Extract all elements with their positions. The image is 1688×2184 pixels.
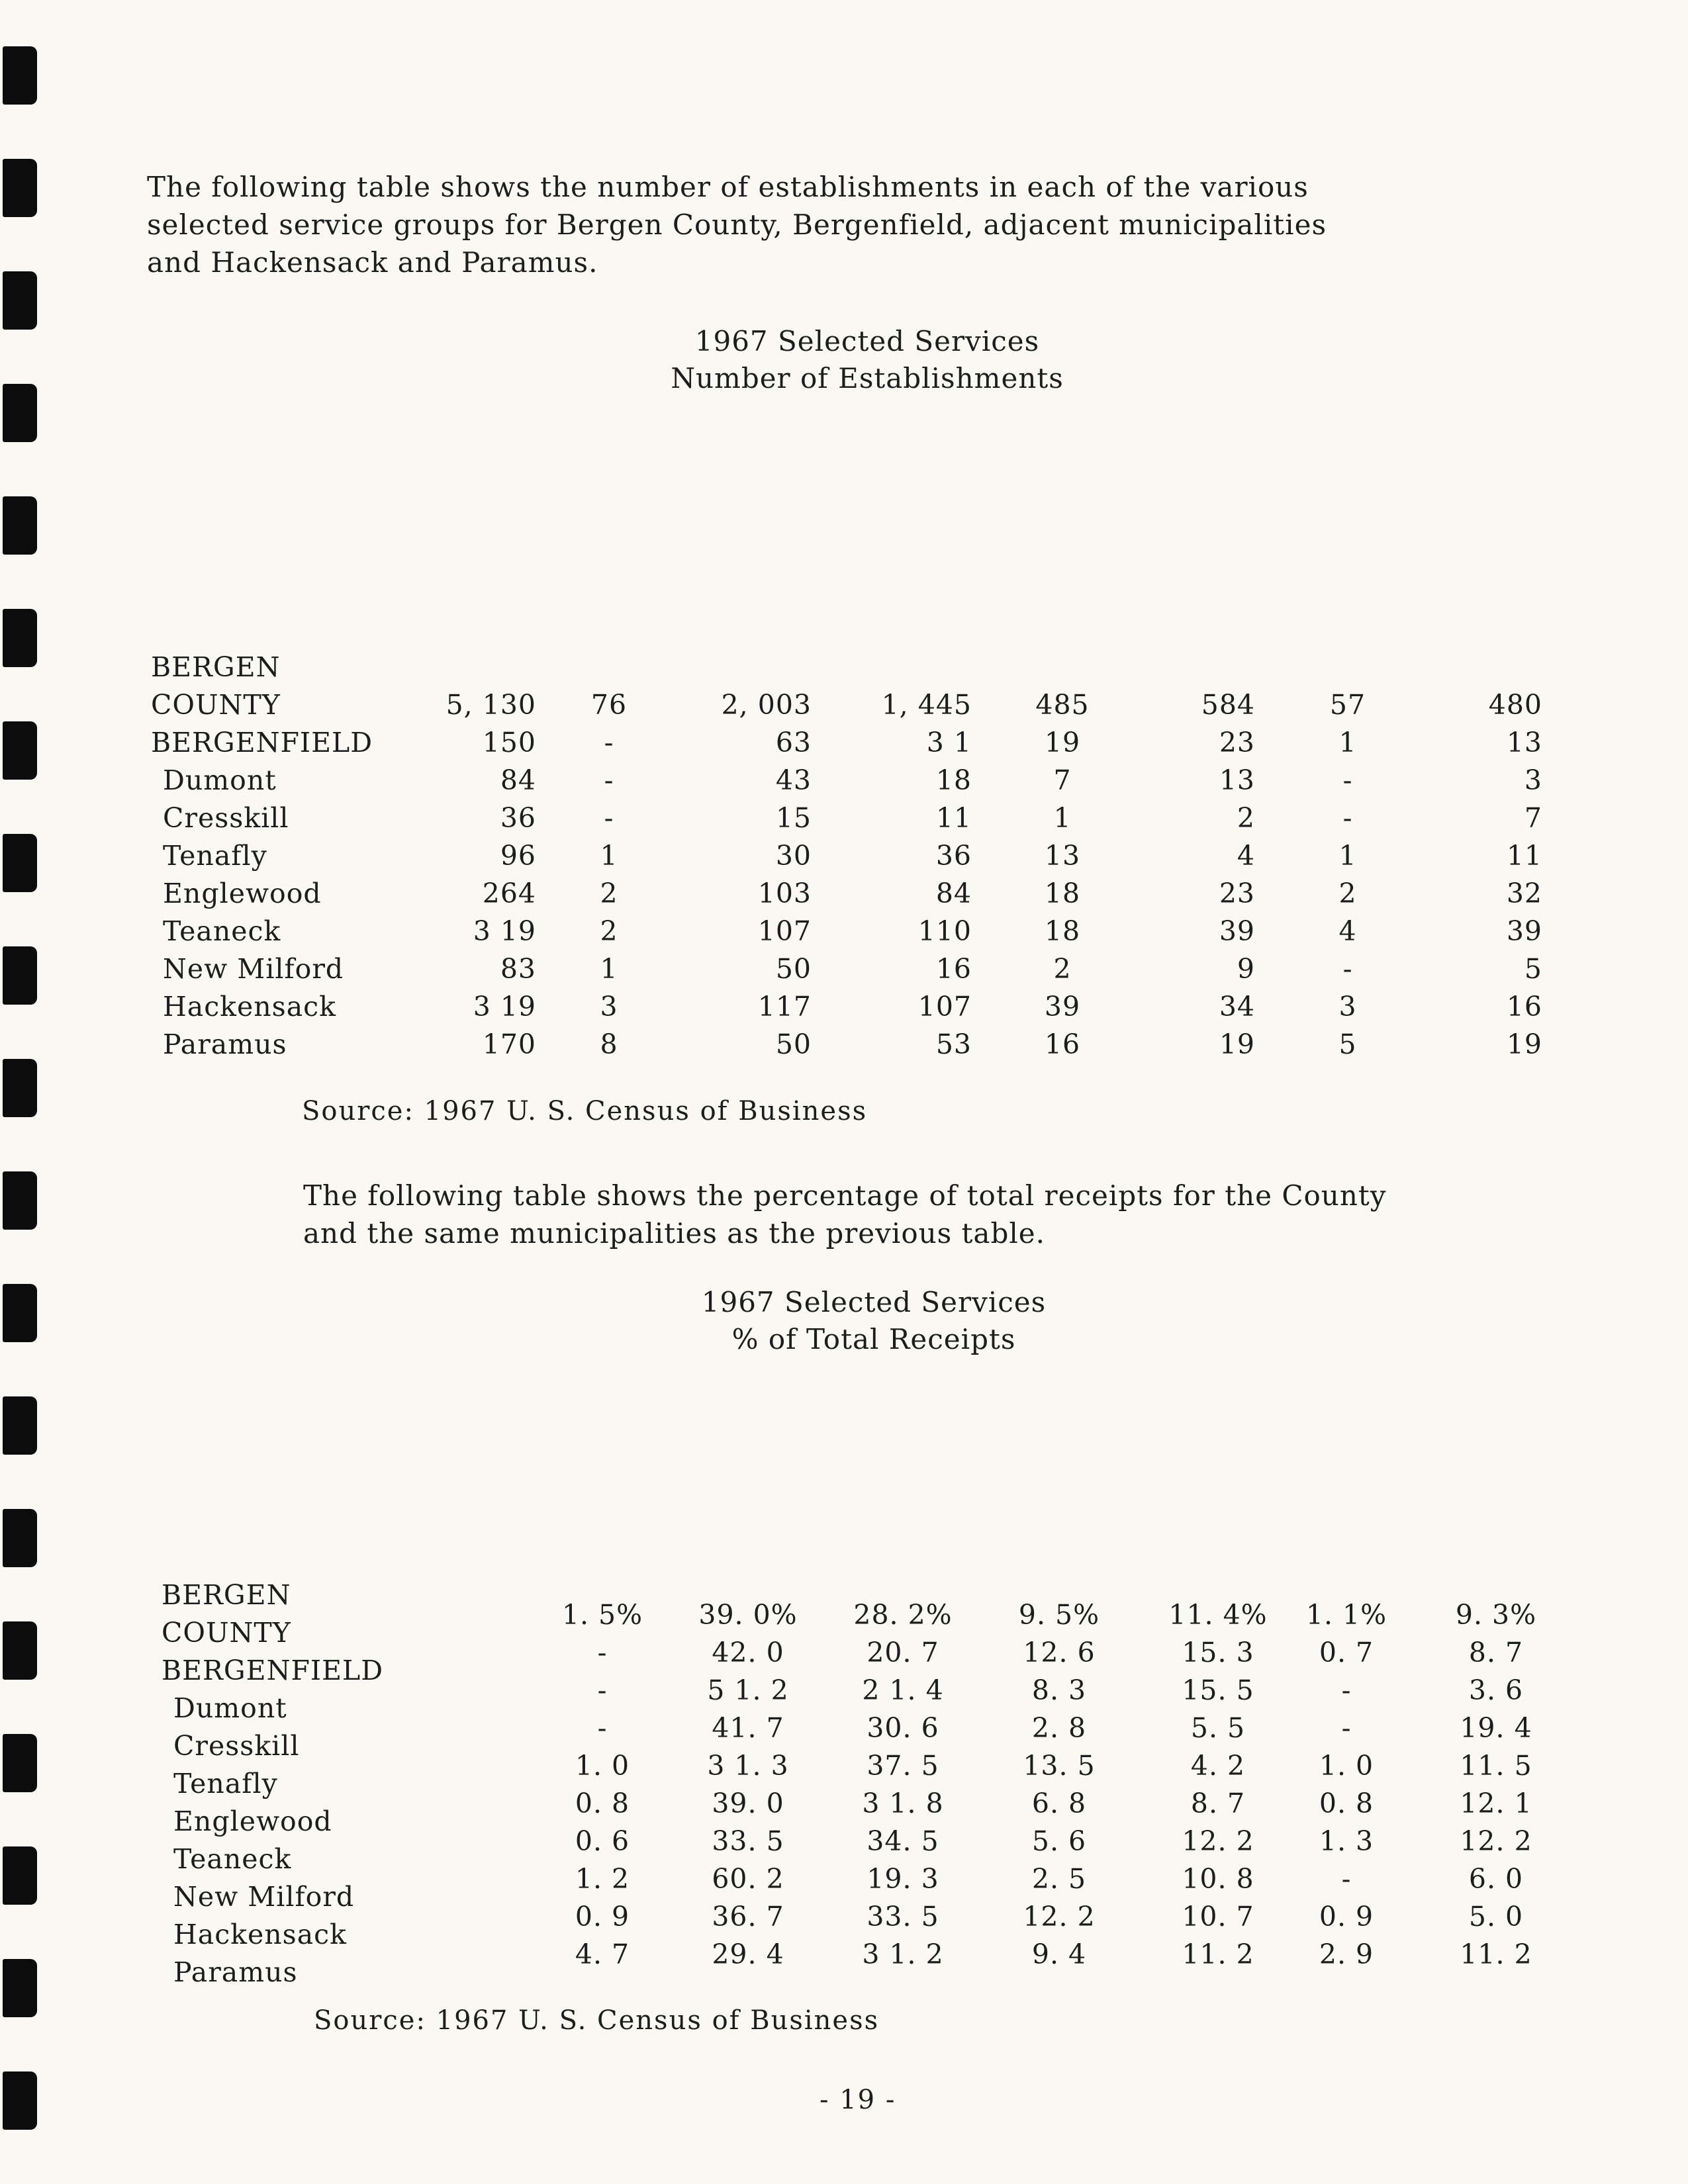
table2-title-line: 1967 Selected Services — [701, 1286, 1047, 1318]
row-label: BERGEN — [162, 1579, 291, 1611]
value-cell: 9. 4 — [1031, 1938, 1087, 1970]
row-label: COUNTY — [162, 1617, 291, 1649]
value-cell: 3 19 — [473, 915, 536, 947]
page-number: - 19 - — [820, 2085, 896, 2115]
row-label: Paramus — [163, 1028, 287, 1060]
binding-hole — [3, 1734, 37, 1792]
row-label: Cresskill — [163, 802, 289, 834]
value-cell: 96 — [500, 840, 536, 872]
value-cell: 84 — [500, 764, 536, 796]
value-cell: 63 — [775, 727, 812, 758]
binding-hole — [3, 721, 37, 780]
value-cell: 8. 3 — [1031, 1674, 1087, 1706]
value-cell: 11. 4% — [1168, 1599, 1268, 1631]
intro-line: selected service groups for Bergen County, Bergenfield, adjacent municipalities — [147, 208, 1327, 241]
value-column — [853, 686, 972, 1064]
value-cell: 12. 2 — [1460, 1825, 1532, 1857]
value-column — [1006, 1596, 1112, 1974]
row-label: Englewood — [173, 1805, 332, 1837]
value-cell: 12. 6 — [1023, 1637, 1096, 1668]
value-cell: 1. 0 — [1319, 1750, 1374, 1782]
row-label: Cresskill — [173, 1730, 300, 1762]
value-cell: 43 — [775, 764, 812, 796]
intro-line: and Hackensack and Paramus. — [147, 246, 598, 279]
row-label: BERGENFIELD — [151, 727, 373, 758]
value-cell: - — [1341, 1712, 1352, 1744]
value-cell: 3 1. 3 — [707, 1750, 789, 1782]
value-cell: 2, 003 — [721, 689, 812, 721]
value-cell: 32 — [1506, 878, 1542, 909]
binding-hole — [3, 1846, 37, 1905]
value-cell: 3 1. 2 — [862, 1938, 944, 1970]
value-cell: 36 — [500, 802, 536, 834]
binding-hole — [3, 1171, 37, 1230]
value-column — [1156, 686, 1255, 1064]
value-column — [543, 1596, 662, 1974]
value-cell: 150 — [482, 727, 536, 758]
value-cell: 16 — [935, 953, 972, 985]
value-cell: 0. 7 — [1319, 1637, 1374, 1668]
binding-hole — [3, 159, 37, 217]
value-cell: 2 1. 4 — [862, 1674, 944, 1706]
value-cell: 16 — [1044, 1028, 1081, 1060]
value-cell: 50 — [775, 1028, 812, 1060]
value-cell: 53 — [935, 1028, 972, 1060]
value-cell: 19. 3 — [867, 1863, 939, 1895]
value-cell: 13 — [1044, 840, 1081, 872]
value-cell: 15 — [775, 802, 812, 834]
value-cell: 2. 9 — [1319, 1938, 1374, 1970]
binding-hole — [3, 384, 37, 442]
value-column — [1450, 1596, 1542, 1974]
value-cell: 34. 5 — [867, 1825, 939, 1857]
value-column — [1315, 686, 1381, 1064]
value-cell: 8 — [600, 1028, 618, 1060]
value-cell: 584 — [1201, 689, 1255, 721]
row-label: Paramus — [173, 1956, 298, 1988]
value-column — [692, 686, 812, 1064]
binding-hole — [3, 2071, 37, 2130]
value-cell: 1 — [600, 840, 618, 872]
value-cell: 9. 3% — [1455, 1599, 1537, 1631]
value-cell: 12. 2 — [1182, 1825, 1254, 1857]
value-cell: 39 — [1506, 915, 1542, 947]
value-cell: 3 — [600, 991, 618, 1023]
value-cell: 1. 3 — [1319, 1825, 1374, 1857]
value-cell: 117 — [757, 991, 812, 1023]
value-cell: 19 — [1506, 1028, 1542, 1060]
binding-hole — [3, 609, 37, 667]
binding-hole — [3, 1509, 37, 1567]
value-cell: 33. 5 — [712, 1825, 784, 1857]
value-cell: 5. 0 — [1468, 1901, 1524, 1933]
value-cell: 39. 0 — [712, 1788, 784, 1819]
value-cell: 1 — [600, 953, 618, 985]
table2-row-labels — [162, 1576, 383, 1991]
value-cell: 4 — [1338, 915, 1357, 947]
row-label: COUNTY — [151, 689, 281, 721]
value-cell: 4 — [1237, 840, 1255, 872]
value-cell: 6. 0 — [1468, 1863, 1524, 1895]
row-label: Teaneck — [163, 915, 281, 947]
value-cell: 3 1. 8 — [862, 1788, 944, 1819]
value-cell: 1 — [1338, 840, 1357, 872]
value-cell: - — [1341, 1863, 1352, 1895]
intro-line: The following table shows the number of establishments in each of the various — [147, 171, 1309, 203]
value-cell: 0. 8 — [575, 1788, 630, 1819]
row-label: New Milford — [173, 1881, 355, 1913]
value-cell: 23 — [1219, 878, 1255, 909]
value-cell: 3 19 — [473, 991, 536, 1023]
value-cell: 103 — [757, 878, 812, 909]
value-cell: - — [604, 802, 614, 834]
value-cell: 34 — [1219, 991, 1255, 1023]
value-cell: 33. 5 — [867, 1901, 939, 1933]
value-cell: 0. 9 — [575, 1901, 630, 1933]
value-cell: 9. 5% — [1018, 1599, 1100, 1631]
row-label: New Milford — [163, 953, 344, 985]
value-cell: 83 — [500, 953, 536, 985]
value-cell: 11 — [1506, 840, 1542, 872]
binding-hole — [3, 496, 37, 555]
value-cell: 39 — [1219, 915, 1255, 947]
value-cell: 1 — [1053, 802, 1072, 834]
row-label: BERGENFIELD — [162, 1655, 384, 1686]
table1-title-line: 1967 Selected Services — [694, 325, 1040, 357]
value-column — [1450, 686, 1542, 1064]
value-cell: 13 — [1219, 764, 1255, 796]
value-cell: 16 — [1506, 991, 1542, 1023]
value-cell: 18 — [1044, 915, 1081, 947]
value-cell: 13 — [1506, 727, 1542, 758]
row-label: Hackensack — [163, 991, 336, 1023]
value-cell: 110 — [917, 915, 972, 947]
value-cell: - — [1341, 1674, 1352, 1706]
value-cell: 76 — [590, 689, 628, 721]
value-cell: 36. 7 — [712, 1901, 784, 1933]
value-cell: - — [1342, 764, 1353, 796]
value-cell: 2 — [600, 878, 618, 909]
value-column — [837, 1596, 969, 1974]
value-cell: 480 — [1488, 689, 1542, 721]
value-cell: 107 — [757, 915, 812, 947]
value-cell: 7 — [1524, 802, 1542, 834]
value-cell: - — [597, 1712, 608, 1744]
value-cell: 50 — [775, 953, 812, 985]
value-cell: 0. 8 — [1319, 1788, 1374, 1819]
value-cell: 57 — [1329, 689, 1366, 721]
binding-hole — [3, 834, 37, 892]
value-cell: 19. 4 — [1460, 1712, 1532, 1744]
value-column — [1300, 1596, 1393, 1974]
value-cell: 170 — [482, 1028, 536, 1060]
row-label: Dumont — [173, 1692, 287, 1724]
value-cell: - — [604, 727, 614, 758]
value-cell: 18 — [1044, 878, 1081, 909]
value-cell: 10. 8 — [1182, 1863, 1254, 1895]
value-cell: 485 — [1035, 689, 1090, 721]
value-cell: 19 — [1044, 727, 1081, 758]
row-label: Teaneck — [173, 1843, 292, 1875]
binding-hole — [3, 1059, 37, 1117]
value-cell: 7 — [1053, 764, 1072, 796]
value-cell: 5 — [1338, 1028, 1357, 1060]
value-cell: 60. 2 — [712, 1863, 784, 1895]
value-cell: 12. 2 — [1023, 1901, 1096, 1933]
value-cell: 1. 2 — [575, 1863, 630, 1895]
table1-title-line: Number of Establishments — [671, 362, 1064, 394]
value-cell: 18 — [935, 764, 972, 796]
value-cell: 2 — [1053, 953, 1072, 985]
value-column — [410, 686, 536, 1064]
value-cell: 2. 8 — [1031, 1712, 1087, 1744]
value-cell: 0. 6 — [575, 1825, 630, 1857]
binding-hole — [3, 271, 37, 330]
value-column — [688, 1596, 808, 1974]
value-cell: 11. 2 — [1182, 1938, 1254, 1970]
value-cell: 5 — [1524, 953, 1542, 985]
value-cell: 2 — [1338, 878, 1357, 909]
value-cell: 0. 9 — [1319, 1901, 1374, 1933]
middle-line: and the same municipalities as the previous table. — [303, 1217, 1045, 1250]
value-cell: 12. 1 — [1460, 1788, 1532, 1819]
value-cell: 37. 5 — [867, 1750, 939, 1782]
value-cell: 11. 5 — [1460, 1750, 1532, 1782]
value-cell: 5 1. 2 — [707, 1674, 789, 1706]
binding-hole — [3, 46, 37, 105]
value-cell: 3. 6 — [1468, 1674, 1524, 1706]
middle-paragraph — [303, 1177, 1386, 1252]
value-cell: 11. 2 — [1460, 1938, 1532, 1970]
table2-title — [602, 1284, 1145, 1358]
value-cell: 15. 3 — [1182, 1637, 1254, 1668]
value-cell: - — [1342, 953, 1353, 985]
value-cell: 1. 1% — [1305, 1599, 1387, 1631]
value-cell: 1 — [1338, 727, 1357, 758]
value-cell: 264 — [482, 878, 536, 909]
row-label: Hackensack — [173, 1919, 347, 1950]
value-cell: 1. 5% — [561, 1599, 643, 1631]
table2-source: Source: 1967 U. S. Census of Business — [314, 2005, 880, 2036]
value-cell: 13. 5 — [1023, 1750, 1096, 1782]
value-cell: - — [597, 1674, 608, 1706]
value-cell: 3 — [1338, 991, 1357, 1023]
row-label: BERGEN — [151, 651, 281, 683]
row-label: Englewood — [163, 878, 322, 909]
binding-hole — [3, 1959, 37, 2017]
value-cell: 41. 7 — [712, 1712, 784, 1744]
binding-hole — [3, 1396, 37, 1455]
value-cell: 4. 7 — [575, 1938, 630, 1970]
value-cell: 19 — [1219, 1028, 1255, 1060]
row-label: Dumont — [163, 764, 277, 796]
value-cell: 1, 445 — [881, 689, 972, 721]
value-cell: 39 — [1044, 991, 1081, 1023]
value-cell: 8. 7 — [1468, 1637, 1524, 1668]
value-cell: 3 — [1524, 764, 1542, 796]
value-cell: 36 — [935, 840, 972, 872]
value-cell: 2. 5 — [1031, 1863, 1087, 1895]
value-cell: 2 — [1237, 802, 1255, 834]
value-cell: - — [1342, 802, 1353, 834]
row-label: Tenafly — [173, 1768, 278, 1799]
value-cell: 28. 2% — [853, 1599, 953, 1631]
value-cell: 39. 0% — [698, 1599, 798, 1631]
table1-row-labels — [151, 649, 373, 1064]
value-cell: 9 — [1237, 953, 1255, 985]
spiral-binding — [0, 0, 53, 2184]
value-cell: 8. 7 — [1190, 1788, 1246, 1819]
binding-hole — [3, 1621, 37, 1680]
table2-title-line: % of Total Receipts — [731, 1323, 1016, 1355]
table1-title — [596, 323, 1139, 397]
value-cell: 5. 6 — [1031, 1825, 1087, 1857]
value-cell: 1. 0 — [575, 1750, 630, 1782]
middle-line: The following table shows the percentage of total receipts for the County — [303, 1179, 1387, 1212]
value-cell: 5. 5 — [1190, 1712, 1246, 1744]
value-cell: 15. 5 — [1182, 1674, 1254, 1706]
binding-hole — [3, 946, 37, 1005]
value-cell: 3 1 — [926, 727, 972, 758]
row-label: Tenafly — [163, 840, 267, 872]
value-cell: 4. 2 — [1190, 1750, 1246, 1782]
value-cell: 10. 7 — [1182, 1901, 1254, 1933]
value-column — [1013, 686, 1112, 1064]
value-cell: 11 — [935, 802, 972, 834]
intro-paragraph — [147, 168, 1327, 281]
value-cell: 84 — [935, 878, 972, 909]
value-cell: 30. 6 — [867, 1712, 939, 1744]
value-cell: - — [604, 764, 614, 796]
value-cell: 23 — [1219, 727, 1255, 758]
binding-hole — [3, 1284, 37, 1342]
value-cell: - — [597, 1637, 608, 1668]
value-cell: 42. 0 — [712, 1637, 784, 1668]
value-cell: 2 — [600, 915, 618, 947]
table1-source: Source: 1967 U. S. Census of Business — [302, 1096, 868, 1126]
value-cell: 30 — [775, 840, 812, 872]
value-cell: 29. 4 — [712, 1938, 784, 1970]
value-cell: 5, 130 — [445, 689, 536, 721]
value-column — [1165, 1596, 1271, 1974]
value-column — [569, 686, 649, 1064]
value-cell: 6. 8 — [1031, 1788, 1087, 1819]
value-cell: 107 — [917, 991, 972, 1023]
value-cell: 20. 7 — [867, 1637, 939, 1668]
